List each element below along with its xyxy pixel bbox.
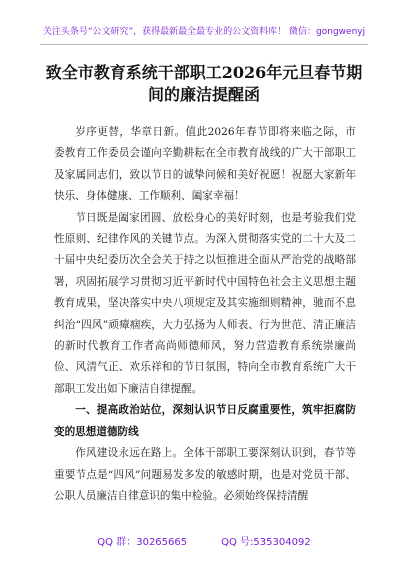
paragraph-intro: 节日既是阖家团圆、放松身心的美好时刻，也是考验我们党性原则、纪律作风的关键节点。为深入贯彻落实党的二十大及二十届中央纪委历次全会关于持之以恒推进全面从严治党的战略部署，巩固拓展学习贯彻习近平新时代中国特色社会主义思想主题教育成果，坚决落实中央八项规定及其实施细则精神，驰而不息纠治“四风”顽瘴痼疾，大力弘扬为人师表、行为世范、清正廉洁的新时代教育工作者高尚师德师风，努力营造教育系统崇廉尚俭、风清气正、欢乐祥和的节日氛围，特向全市教育系统广大干部职工发出如下廉洁自律提醒。 [54, 211, 356, 395]
header-promo-note: 关注头条号“公文研究”，获得最新最全最专业的公文资料库！ 微信：gongwenyj [42, 27, 366, 37]
section-heading-1: 一、提高政治站位，深刻认识节日反腐重要性，筑牢拒腐防变的思想道德防线 [54, 404, 356, 438]
paragraph-section-1: 作风建设永远在路上。全体干部职工要深刻认识到，春节等重要节点是“四风”问题易发多发的敏感时期，也是对党员干部、公职人员廉洁自律意识的集中检验。必须始终保持清醒 [54, 447, 356, 502]
paragraph-greeting: 岁序更替，华章日新。值此2026年春节即将来临之际，市委教育工作委员会谨向辛勤耕耘在全市教育战线的广大干部职工及家属同志们，致以节日的诚挚问候和美好祝愿！祝愿大家新年快乐、身体健康、工作顺利、阖家幸福！ [54, 126, 356, 203]
header-divider [40, 44, 368, 45]
qq-number: QQ 号:535304092 [221, 537, 311, 548]
document-body [54, 122, 356, 507]
document-title: 致全市教育系统干部职工2026年元旦春节期间的廉洁提醒函 [45, 63, 363, 104]
footer-contact [40, 536, 368, 550]
qq-group-number: QQ 群：30265665 [97, 537, 188, 548]
